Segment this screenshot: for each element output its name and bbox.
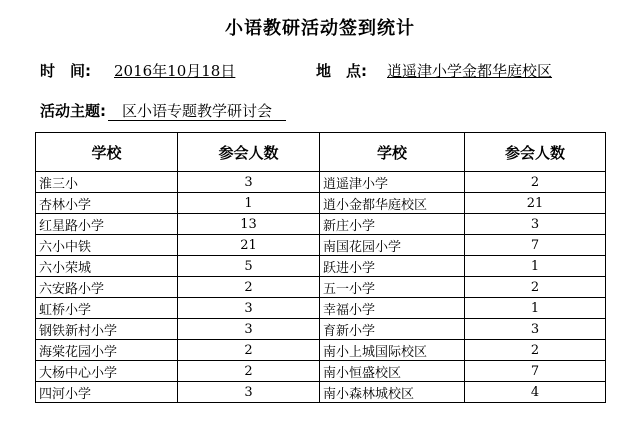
table-row xyxy=(36,361,606,382)
table-row xyxy=(36,340,606,361)
table-row xyxy=(36,382,606,403)
count-cell: 3 xyxy=(178,382,320,403)
school-cell: 逍遥津小学 xyxy=(320,172,465,193)
table-row xyxy=(36,277,606,298)
table-row xyxy=(36,235,606,256)
count-cell: 3 xyxy=(178,172,320,193)
school-cell: 南小上城国际校区 xyxy=(320,340,465,361)
header-count-right: 参会人数 xyxy=(465,133,606,172)
school-cell: 六安路小学 xyxy=(36,277,178,298)
count-cell: 1 xyxy=(465,256,606,277)
count-cell: 3 xyxy=(465,214,606,235)
school-cell: 六小荣城 xyxy=(36,256,178,277)
table-row xyxy=(36,256,606,277)
count-cell: 5 xyxy=(178,256,320,277)
table-header-row xyxy=(36,133,606,172)
count-cell: 2 xyxy=(465,172,606,193)
count-cell: 3 xyxy=(178,319,320,340)
count-cell: 3 xyxy=(178,298,320,319)
count-cell: 2 xyxy=(178,340,320,361)
school-cell: 钢铁新村小学 xyxy=(36,319,178,340)
count-cell: 3 xyxy=(465,319,606,340)
count-cell: 1 xyxy=(465,298,606,319)
header-school-left: 学校 xyxy=(36,133,178,172)
header-count-left: 参会人数 xyxy=(178,133,320,172)
school-cell: 五一小学 xyxy=(320,277,465,298)
school-cell: 淮三小 xyxy=(36,172,178,193)
school-cell: 大杨中心小学 xyxy=(36,361,178,382)
school-cell: 南国花园小学 xyxy=(320,235,465,256)
school-cell: 海棠花园小学 xyxy=(36,340,178,361)
theme-label: 活动主题: xyxy=(40,102,106,120)
school-cell: 杏林小学 xyxy=(36,193,178,214)
count-cell: 2 xyxy=(465,277,606,298)
table-row xyxy=(36,193,606,214)
school-cell: 新庄小学 xyxy=(320,214,465,235)
count-cell: 2 xyxy=(178,361,320,382)
school-cell: 红星路小学 xyxy=(36,214,178,235)
school-cell: 虹桥小学 xyxy=(36,298,178,319)
signin-table xyxy=(35,132,606,403)
table-row xyxy=(36,298,606,319)
count-cell: 13 xyxy=(178,214,320,235)
table-row xyxy=(36,172,606,193)
school-cell: 六小中铁 xyxy=(36,235,178,256)
theme-line xyxy=(40,100,286,121)
school-cell: 幸福小学 xyxy=(320,298,465,319)
count-cell: 2 xyxy=(178,277,320,298)
table-row xyxy=(36,319,606,340)
count-cell: 7 xyxy=(465,235,606,256)
school-cell: 南小森林城校区 xyxy=(320,382,465,403)
school-cell: 育新小学 xyxy=(320,319,465,340)
page-title: 小语教研活动签到统计 xyxy=(225,18,415,39)
school-cell: 跃进小学 xyxy=(320,256,465,277)
theme-value: 区小语专题教学研讨会 xyxy=(108,102,286,121)
table-row xyxy=(36,214,606,235)
count-cell: 21 xyxy=(465,193,606,214)
count-cell: 7 xyxy=(465,361,606,382)
time-label: 时 间: xyxy=(40,62,91,80)
count-cell: 2 xyxy=(465,340,606,361)
school-cell: 四河小学 xyxy=(36,382,178,403)
count-cell: 4 xyxy=(465,382,606,403)
count-cell: 1 xyxy=(178,193,320,214)
header-school-right: 学校 xyxy=(320,133,465,172)
school-cell: 南小恒盛校区 xyxy=(320,361,465,382)
place-value: 逍遥津小学金都华庭校区 xyxy=(387,62,553,80)
time-value: 2016年10月18日 xyxy=(114,62,236,80)
place-label: 地 点: xyxy=(316,62,367,80)
count-cell: 21 xyxy=(178,235,320,256)
school-cell: 逍小金都华庭校区 xyxy=(320,193,465,214)
